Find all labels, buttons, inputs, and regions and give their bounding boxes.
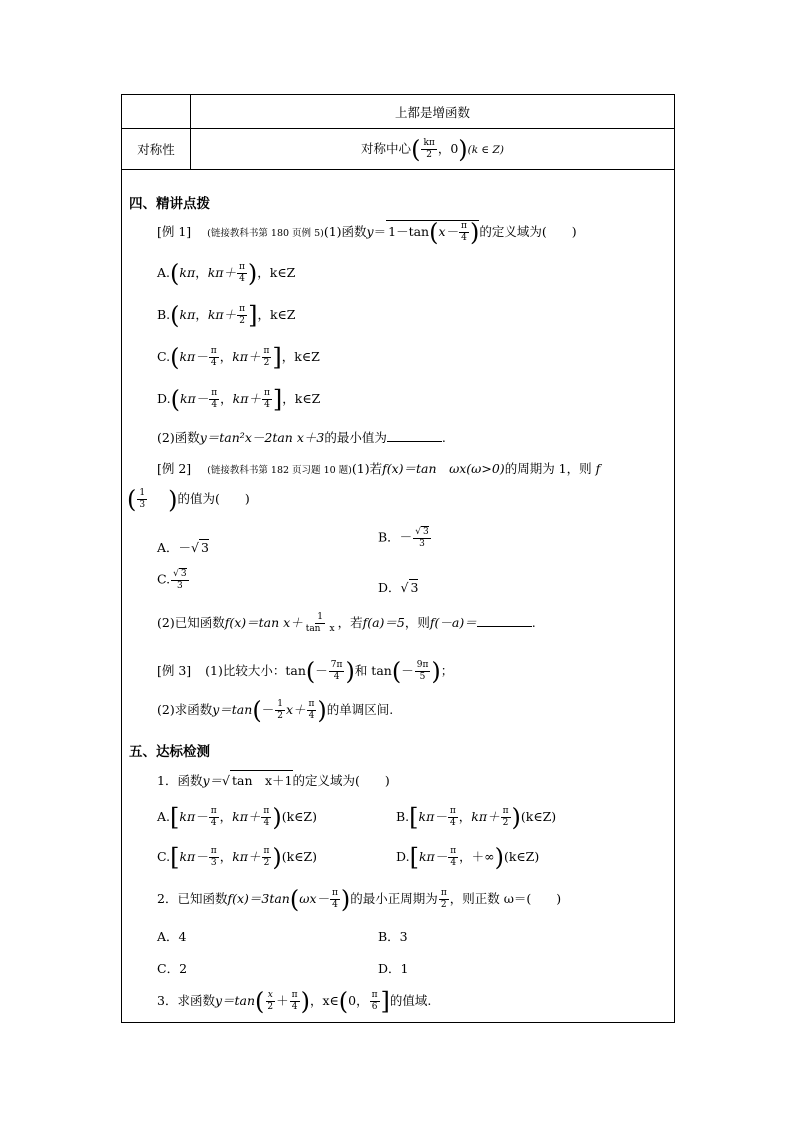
ex2-option-c: C. $\frac{√ 3}{3}$ [157,569,187,591]
ex2-option-a: A．－√ 3 [157,540,209,555]
table-row2-label-cell [121,128,191,170]
ex1-question1: [例 1] (链接教科书第 180 页例 5)(1)函数y＝ 1－tan(x－ $\frac{\pi}{4}$ )的定义域为( ) [157,218,577,247]
p2-option-c: C．2 [157,961,188,976]
answer-blank[interactable] [387,429,442,442]
p1-question: 1．函数y＝√ tan x＋1的定义域为( ) [157,770,390,789]
ex2-question1: [例 2] (链接教科书第 182 页习题 10 题)(1)若f(x)＝tan ωx(ω>0)的周期为 1，则 f [157,461,601,476]
ex1-option-a: A.(kπ，kπ＋ $\frac{\pi}{4}$ )，k∈Z [157,259,296,288]
ex1-option-c: C.(kπ－ $\frac{\pi}{4}$ ，kπ＋ $\frac{\pi}{2}$ ]，k∈Z [157,343,320,372]
p2-question: 2．已知函数f(x)＝3tan(ωx－ $\frac{\pi}{4}$ )的最小正周期为 $\frac{\pi}{2}$ ，则正数 ω＝( ) [157,885,562,914]
table-row1-label-cell [121,94,191,129]
section4-heading: 四、精讲点拨 [129,196,210,212]
table-row1-value-cell [190,94,675,129]
ex1-question2: (2)函数y＝tan²x－2tan x＋3的最小值为 . [157,430,446,445]
p2-option-d: D．1 [378,961,409,976]
table-row2-value-cell [190,128,675,170]
p1-option-c: C.[kπ－ $\frac{\pi}{3}$ ，kπ＋ $\frac{\pi}{2}$ )(k∈Z) [157,843,318,872]
ex2-question2: (2)已知函数f(x)＝tan x＋ $\frac{1}{\text{tan x}}$ ，若f(a)＝5，则f(－a)＝ . [157,612,536,634]
kpi-over-2: $\frac{k\pi}{2}$ [423,137,435,160]
ex3-question2: (2)求函数y＝tan(－ $\frac{1}{2}$ x＋ $\frac{\pi}{4}$ )的单调区间. [157,696,394,725]
ex3-question1: [例 3] (1)比较大小：tan(－ $\frac{7\pi}{4}$ )和 tan(－ $\frac{9\pi}{5}$ )； [157,657,454,686]
table-row2-label: 对称性 [137,142,175,157]
ex2-option-d: D．√ 3 [378,580,419,595]
ex2-option-b: B．－ $\frac{√ 3}{3}$ [378,527,429,549]
ex1-option-b: B.(kπ，kπ＋ $\frac{\pi}{2}$ ]，k∈Z [157,301,296,330]
p1-option-b: B.[kπ－ $\frac{\pi}{4}$ ，kπ＋ $\frac{\pi}{2}$ )(k∈Z) [396,803,557,832]
p1-option-d: D.[kπ－ $\frac{\pi}{4}$ ，＋∞)(k∈Z) [396,843,540,872]
answer-blank[interactable] [477,614,532,627]
p1-option-a: A.[kπ－ $\frac{\pi}{4}$ ，kπ＋ $\frac{\pi}{4}$ )(k∈Z) [157,803,317,832]
p3-question: 3．求函数y＝tan( $\frac{x}{2}$ ＋ $\frac{\pi}{4}$ )，x∈(0， $\frac{\pi}{6}$ ]的值域. [157,987,432,1016]
p2-option-b: B．3 [378,929,408,944]
ex2-question1-cont: ( $\frac{1}{3}$ )的值为( ) [127,485,250,514]
section5-heading: 五、达标检测 [129,744,210,760]
ex1-option-d: D.(kπ－ $\frac{\pi}{4}$ ，kπ＋ $\frac{\pi}{4}$ ]，k∈Z [157,385,321,414]
p2-option-a: A．4 [157,929,187,944]
symmetry-center: 对称中心( $\frac{k\pi}{2}$ ，0)(k ∈ Z) [361,135,504,163]
table-row1-value: 上都是增函数 [394,104,470,120]
